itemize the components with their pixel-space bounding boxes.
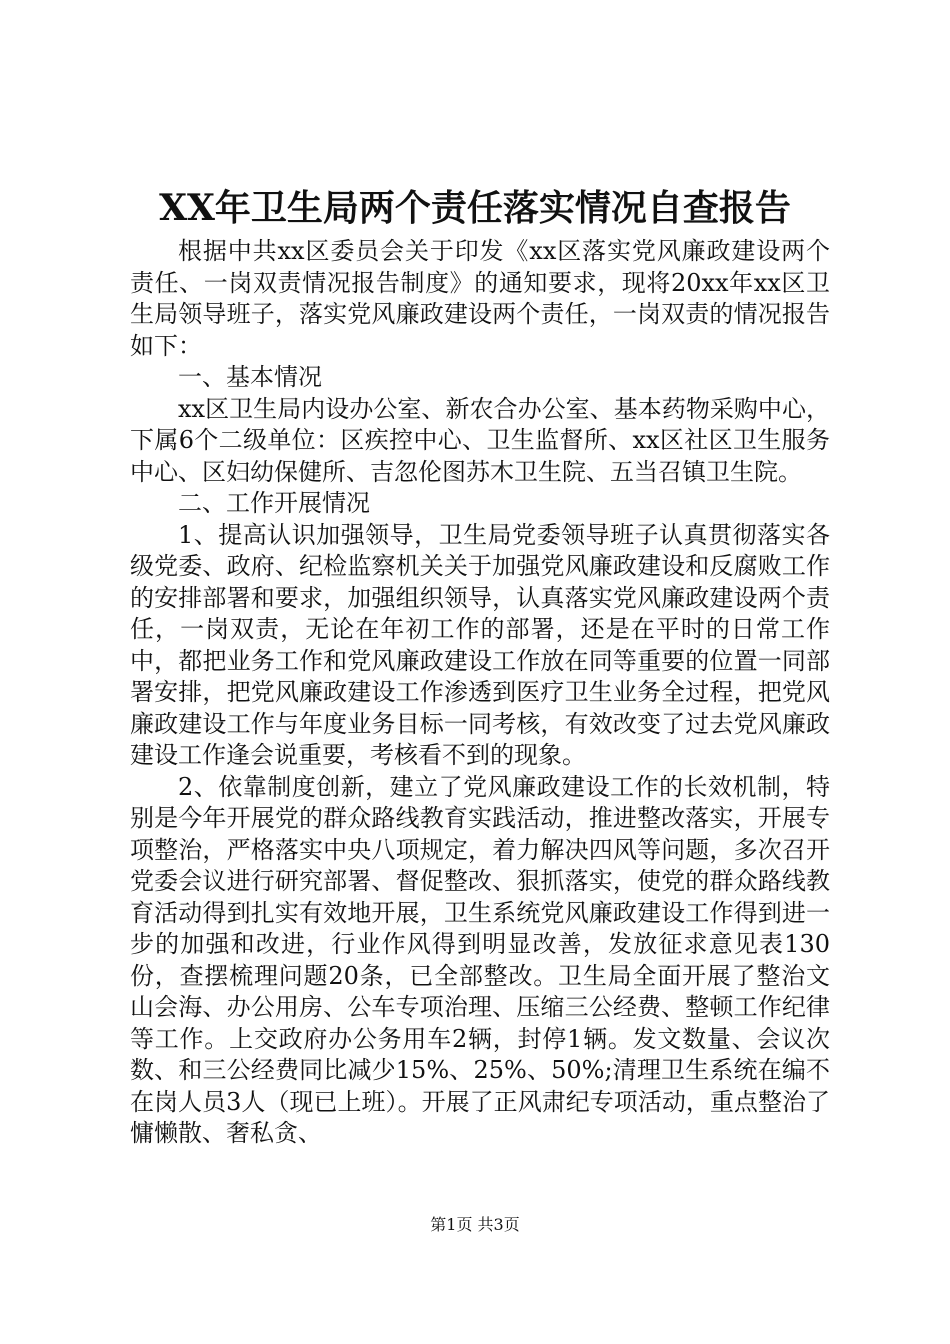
section-heading-basic-info: 一、基本情况 — [178, 363, 322, 391]
page-number-footer: 第1页 共3页 — [430, 1215, 520, 1234]
paragraph-item-2: 2、依靠制度创新，建立了党风廉政建设工作的长效机制，特别是今年开展党的群众路线教育实践活动，推进整改落实，开展专项整治，严格落实中央八项规定，着力解决四风等问题，多次召开党委会议进行研究部署、督促整改、狠抓落实，使党的群众路线教育活动得到扎实有效地开展，卫生系统党风廉政建设工作得到进一步的加强和改进，行业作风得到明显改善，发放征求意见表130份，查摆梳理问题20条，已全部整改。卫生局全面开展了整治文山会海、办公用房、公车专项治理、压缩三公经费、整顿工作纪律等工作。上交政府办公务用车2辆，封停1辆。发文数量、会议次数、和三公经费同比减少15%、25%、50%;清理卫生系统在编不在岗人员3人（现已上班）。开展了正风肃纪专项活动，重点整治了慵懒散、奢私贪、 — [130, 772, 830, 1147]
paragraph-intro: 根据中共xx区委员会关于印发《xx区落实党风廉政建设两个责任、一岗双责情况报告制度》的通知要求，现将20xx年xx区卫生局领导班子，落实党风廉政建设两个责任，一岗双责的情况报告如下： — [130, 237, 830, 360]
section-heading-work-progress: 二、工作开展情况 — [178, 489, 370, 517]
document-body — [130, 236, 830, 1150]
paragraph-basic-info: xx区卫生局内设办公室、新农合办公室、基本药物采购中心，下属6个二级单位：区疾控中心、卫生监督所、xx区社区卫生服务中心、区妇幼保健所、吉忽伦图苏木卫生院、五当召镇卫生院。 — [130, 394, 830, 486]
document-title: XX年卫生局两个责任落实情况自查报告 — [159, 187, 791, 229]
paragraph-item-1: 1、提高认识加强领导，卫生局党委领导班子认真贯彻落实各级党委、政府、纪检监察机关关于加强党风廉政建设和反腐败工作的安排部署和要求，加强组织领导，认真落实党风廉政建设两个责任，一岗双责，无论在年初工作的部署，还是在平时的日常工作中，都把业务工作和党风廉政建设工作放在同等重要的位置一同部署安排，把党风廉政建设工作渗透到医疗卫生业务全过程，把党风廉政建设工作与年度业务目标一同考核，有效改变了过去党风廉政建设工作逢会说重要，考核看不到的现象。 — [130, 520, 830, 769]
